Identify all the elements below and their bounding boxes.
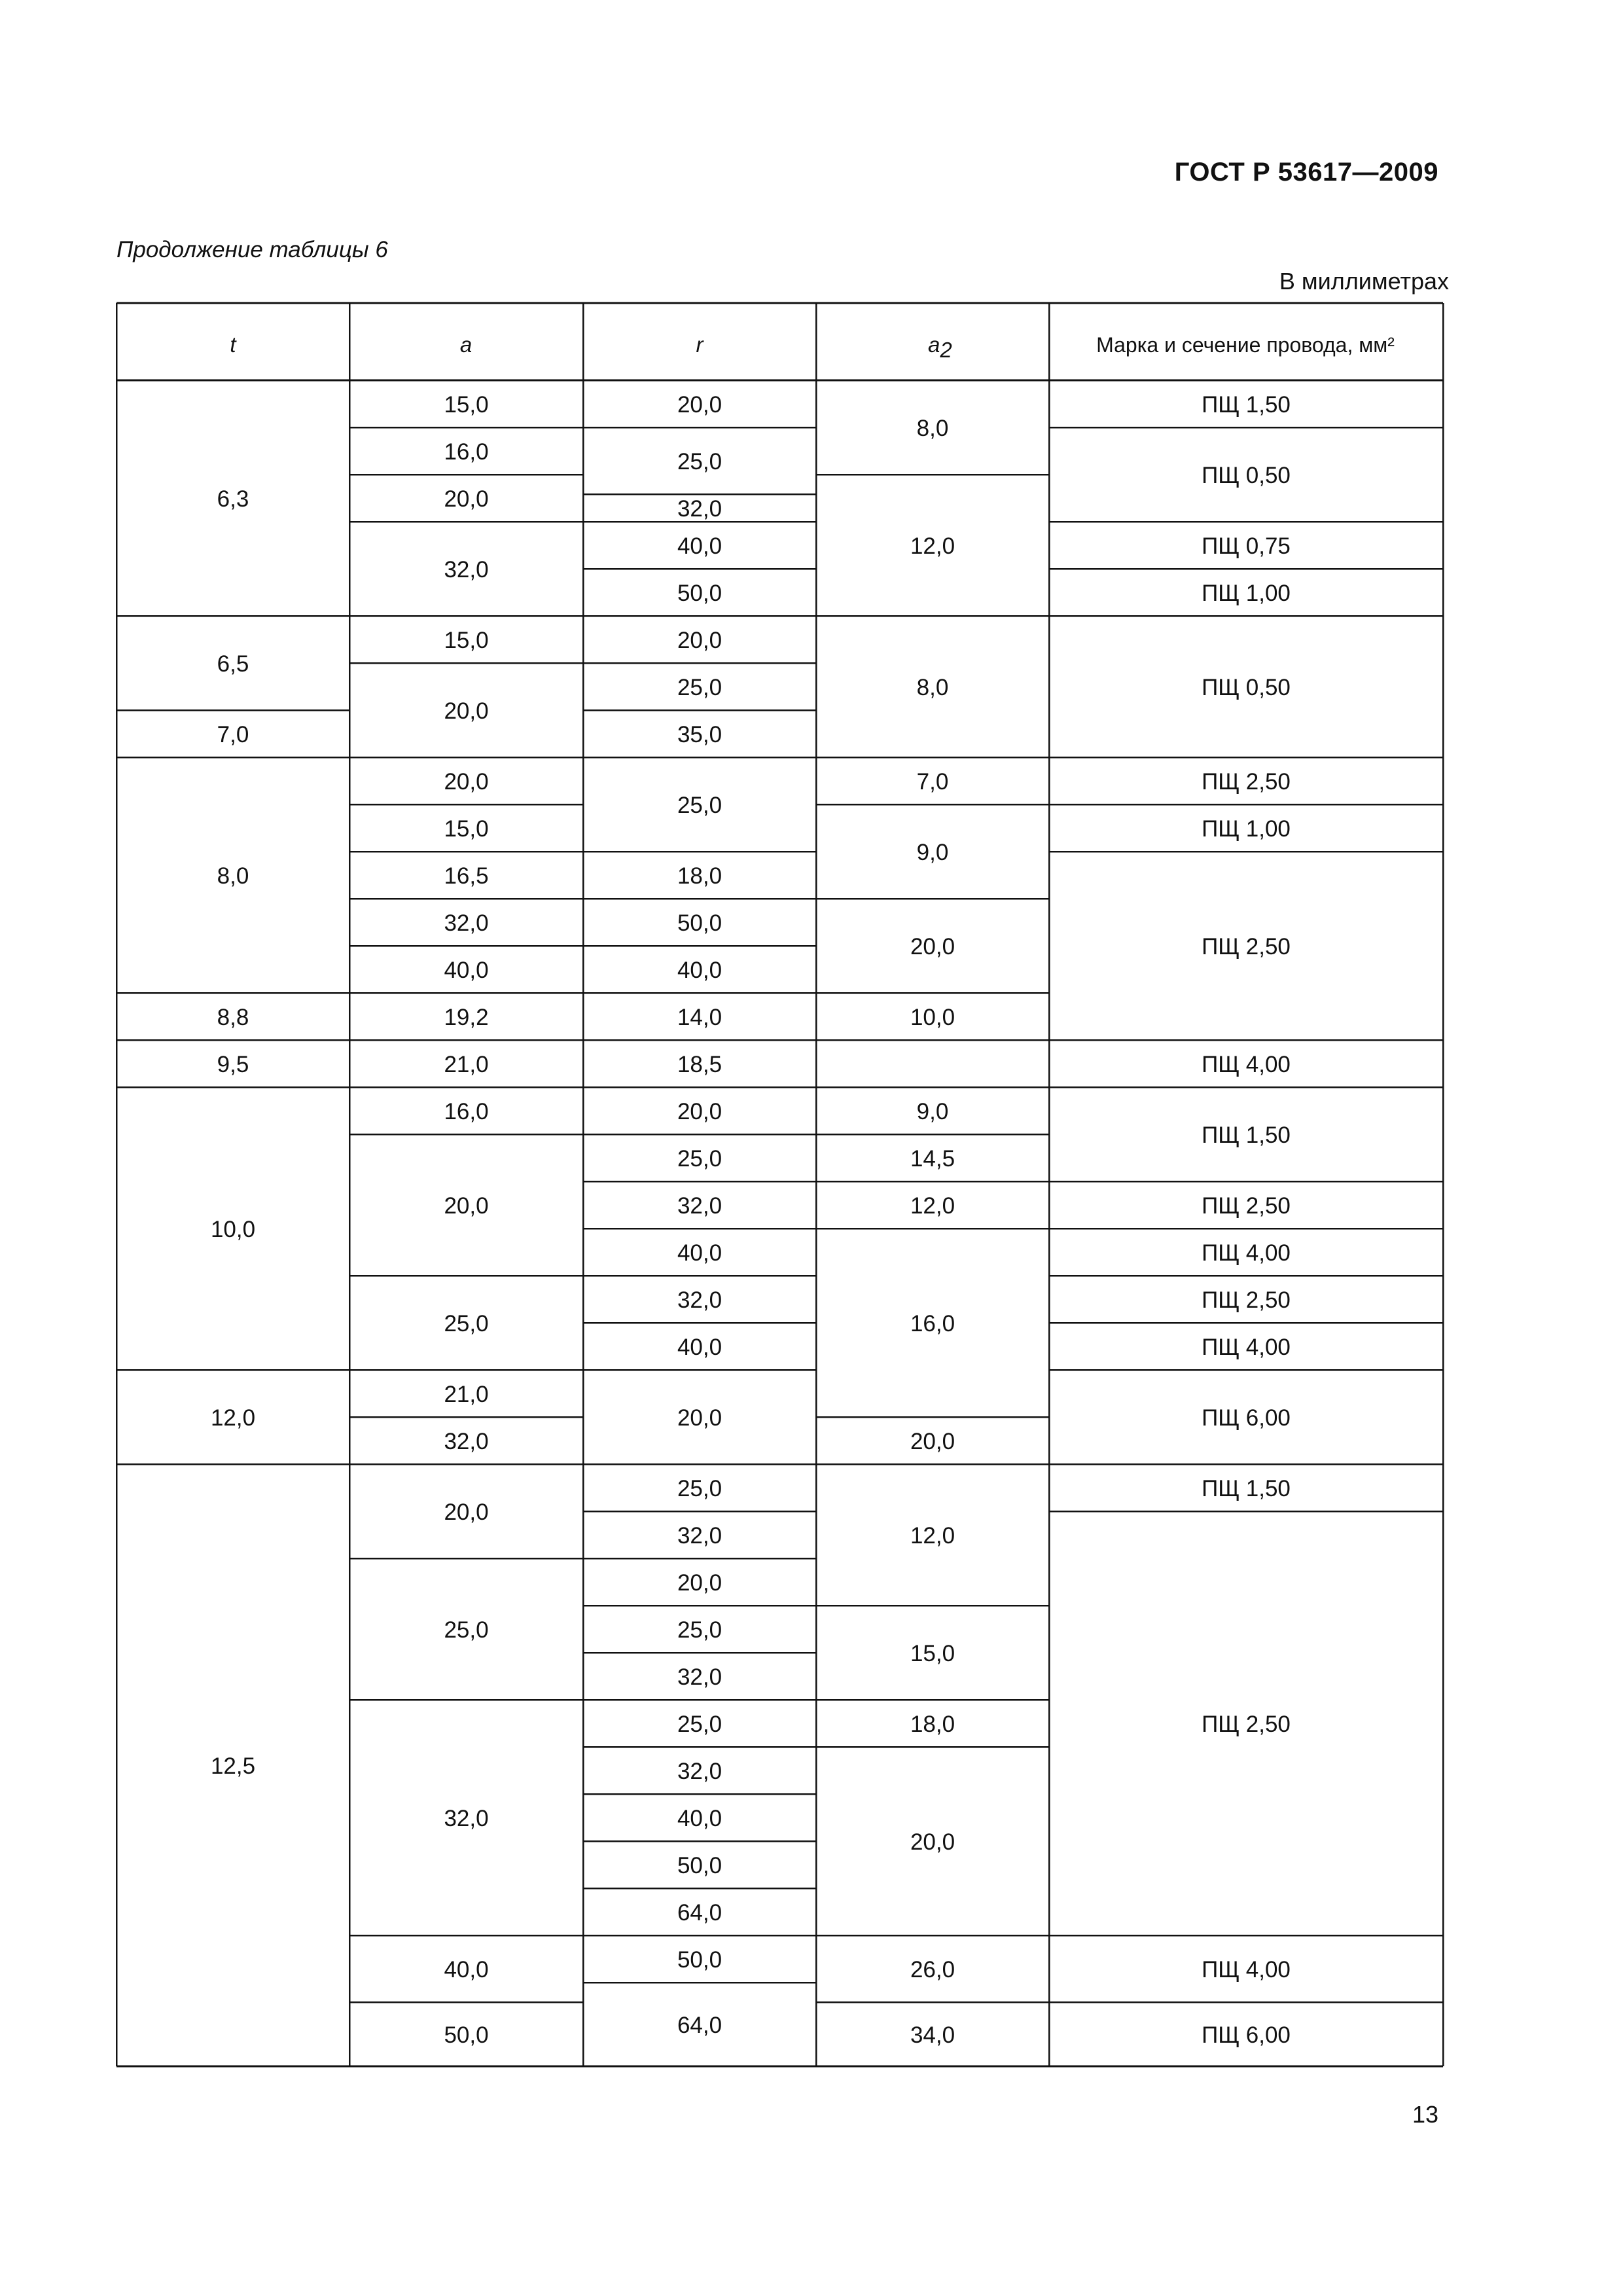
cell-a2: 15,0	[910, 1641, 955, 1666]
cell-t: 6,3	[217, 486, 249, 512]
cell-wire: ПЩ 2,50	[1202, 769, 1291, 795]
cell-r: 25,0	[677, 793, 722, 818]
header-r: r	[696, 332, 704, 357]
cell-wire: ПЩ 0,50	[1202, 675, 1291, 700]
cell-a: 19,2	[444, 1005, 489, 1030]
cell-r: 32,0	[677, 496, 722, 522]
cell-r: 18,5	[677, 1052, 722, 1077]
cell-a: 16,0	[444, 1099, 489, 1124]
table-header	[230, 332, 1395, 362]
cell-wire: ПЩ 1,00	[1202, 816, 1291, 842]
page-number: 13	[1412, 2101, 1438, 2128]
cell-r: 32,0	[677, 1287, 722, 1313]
cell-wire: ПЩ 2,50	[1202, 934, 1291, 960]
cell-r: 40,0	[677, 533, 722, 559]
cell-r: 32,0	[677, 1523, 722, 1549]
cell-wire: ПЩ 0,50	[1202, 463, 1291, 488]
cell-wire: ПЩ 4,00	[1202, 1240, 1291, 1266]
cell-r: 25,0	[677, 1617, 722, 1643]
cell-r: 64,0	[677, 2013, 722, 2038]
cell-r: 32,0	[677, 1759, 722, 1784]
cell-r: 64,0	[677, 1900, 722, 1926]
cell-wire: ПЩ 6,00	[1202, 1405, 1291, 1431]
header-a2-subscript: 2	[940, 338, 952, 362]
header-a2-base: a	[928, 332, 940, 357]
cell-t: 6,5	[217, 651, 249, 677]
cell-a: 21,0	[444, 1382, 489, 1407]
cell-t: 9,5	[217, 1052, 249, 1077]
cell-a2: 12,0	[910, 1193, 955, 1219]
cell-r: 25,0	[677, 1712, 722, 1737]
cell-r: 25,0	[677, 675, 722, 700]
cell-a: 25,0	[444, 1617, 489, 1643]
cell-wire: ПЩ 2,50	[1202, 1287, 1291, 1313]
cell-wire: ПЩ 4,00	[1202, 1957, 1291, 1982]
cell-r: 40,0	[677, 1240, 722, 1266]
standard-code: ГОСТ Р 53617—2009	[1174, 158, 1438, 187]
cell-a2: 20,0	[910, 934, 955, 960]
cell-a2: 9,0	[916, 1099, 949, 1124]
cell-wire: ПЩ 1,00	[1202, 581, 1291, 606]
cell-a2: 20,0	[910, 1429, 955, 1454]
cell-r: 25,0	[677, 1146, 722, 1172]
cell-r: 50,0	[677, 581, 722, 606]
table-continuation-caption: Продолжение таблицы 6	[116, 237, 388, 262]
cell-a2: 14,5	[910, 1146, 955, 1172]
cell-wire: ПЩ 4,00	[1202, 1335, 1291, 1360]
cell-a2: 7,0	[916, 769, 949, 795]
cell-r: 20,0	[677, 1405, 722, 1431]
header-wire: Марка и сечение провода, мм²	[1096, 333, 1395, 357]
cell-a: 32,0	[444, 1429, 489, 1454]
cell-wire: ПЩ 2,50	[1202, 1712, 1291, 1737]
cell-wire: ПЩ 0,75	[1202, 533, 1291, 559]
cell-wire: ПЩ 6,00	[1202, 2022, 1291, 2048]
cell-t: 7,0	[217, 722, 249, 747]
cell-r: 40,0	[677, 1806, 722, 1831]
cell-a: 15,0	[444, 816, 489, 842]
cell-a2: 12,0	[910, 533, 955, 559]
cell-r: 18,0	[677, 863, 722, 889]
cell-r: 35,0	[677, 722, 722, 747]
cell-r: 50,0	[677, 910, 722, 936]
table-body	[211, 392, 1291, 2048]
cell-r: 32,0	[677, 1664, 722, 1690]
cell-r: 40,0	[677, 1335, 722, 1360]
cell-t: 8,8	[217, 1005, 249, 1030]
cell-a: 15,0	[444, 392, 489, 418]
cell-t: 12,5	[210, 1753, 256, 1779]
cell-a2: 10,0	[910, 1005, 955, 1030]
cell-a: 32,0	[444, 1806, 489, 1831]
cell-a: 16,0	[444, 439, 489, 465]
cell-a2: 34,0	[910, 2022, 955, 2048]
cell-r: 20,0	[677, 1099, 722, 1124]
cell-r: 25,0	[677, 449, 722, 475]
cell-a: 40,0	[444, 958, 489, 983]
cell-a: 20,0	[444, 1193, 489, 1219]
cell-a: 21,0	[444, 1052, 489, 1077]
cell-a2: 9,0	[916, 840, 949, 865]
cell-a2: 8,0	[916, 416, 949, 441]
cell-wire: ПЩ 1,50	[1202, 1122, 1291, 1148]
cell-a2: 26,0	[910, 1957, 955, 1982]
cell-r: 25,0	[677, 1476, 722, 1501]
cell-r: 20,0	[677, 628, 722, 653]
cell-a2: 18,0	[910, 1712, 955, 1737]
cell-a: 32,0	[444, 557, 489, 583]
cell-r: 20,0	[677, 1570, 722, 1596]
cell-r: 14,0	[677, 1005, 722, 1030]
cell-wire: ПЩ 1,50	[1202, 392, 1291, 418]
cell-a: 20,0	[444, 1499, 489, 1525]
cell-a: 20,0	[444, 769, 489, 795]
cell-a: 15,0	[444, 628, 489, 653]
cell-r: 50,0	[677, 1853, 722, 1878]
cell-r: 50,0	[677, 1947, 722, 1973]
cell-a2: 20,0	[910, 1829, 955, 1855]
cell-a: 16,5	[444, 863, 489, 889]
cell-t: 12,0	[210, 1405, 256, 1431]
cell-t: 10,0	[210, 1217, 256, 1242]
units-note: В миллиметрах	[1279, 268, 1449, 295]
header-a2	[928, 332, 952, 362]
cell-r: 40,0	[677, 958, 722, 983]
cell-r: 32,0	[677, 1193, 722, 1219]
cell-r: 20,0	[677, 392, 722, 418]
cell-a: 25,0	[444, 1311, 489, 1336]
cell-a: 40,0	[444, 1957, 489, 1982]
cell-a2: 12,0	[910, 1523, 955, 1549]
header-t: t	[230, 332, 236, 357]
cell-a2: 8,0	[916, 675, 949, 700]
cell-a: 20,0	[444, 486, 489, 512]
cell-t: 8,0	[217, 863, 249, 889]
cell-a: 32,0	[444, 910, 489, 936]
table-grid	[116, 303, 1443, 2066]
header-a: a	[459, 332, 473, 357]
cell-a: 20,0	[444, 698, 489, 724]
cell-a2: 16,0	[910, 1311, 955, 1336]
cell-wire: ПЩ 2,50	[1202, 1193, 1291, 1219]
cell-wire: ПЩ 4,00	[1202, 1052, 1291, 1077]
cell-wire: ПЩ 1,50	[1202, 1476, 1291, 1501]
cell-a: 50,0	[444, 2022, 489, 2048]
